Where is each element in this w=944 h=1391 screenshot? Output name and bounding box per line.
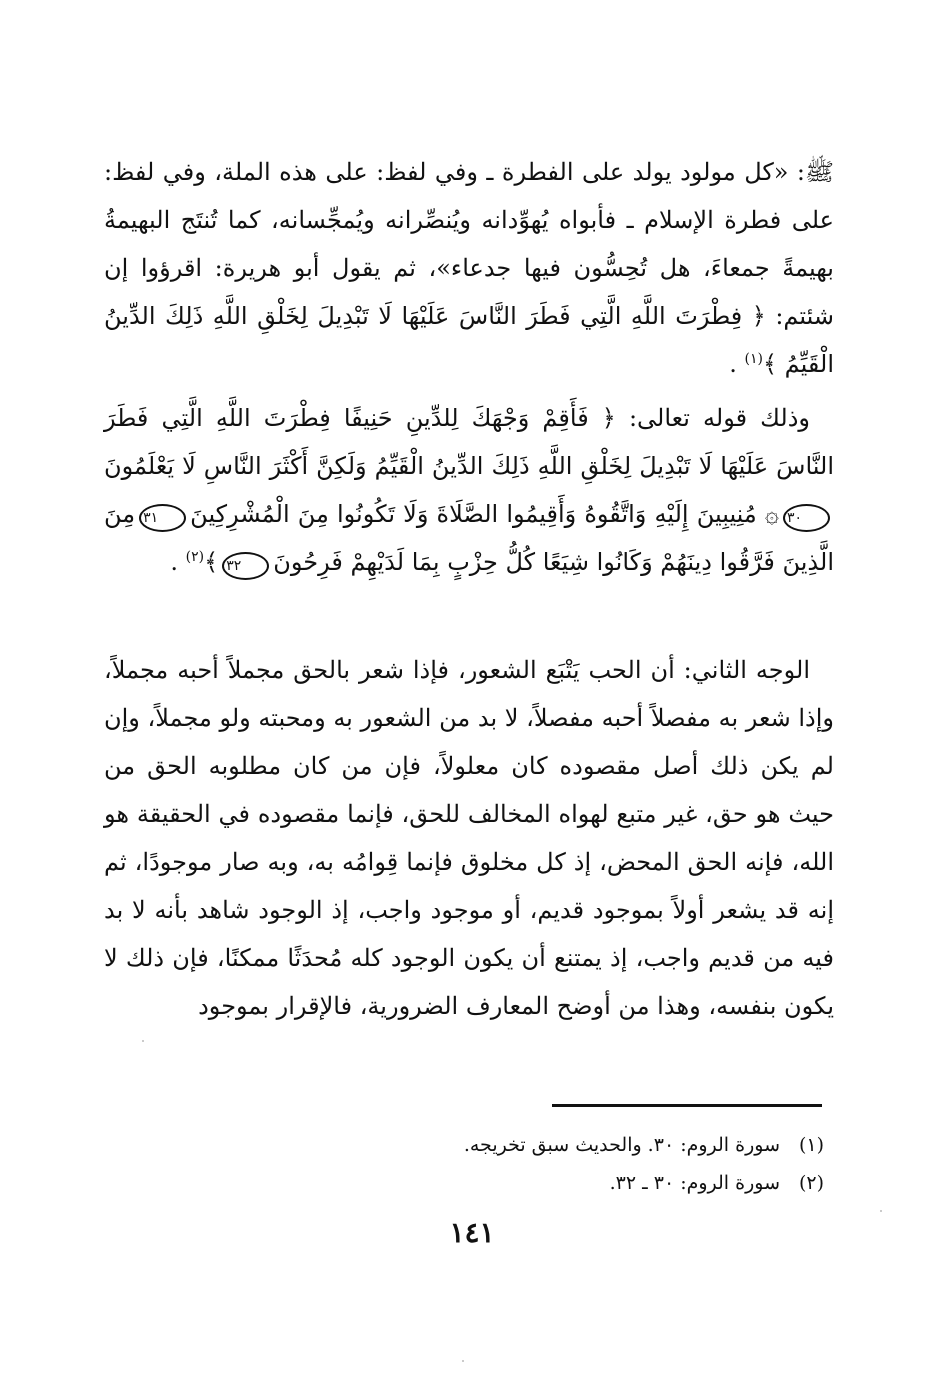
ayah-number-32: ٣٢ [222, 552, 269, 580]
scan-speck [462, 1360, 464, 1362]
verse-intro: وذلك قوله تعالى: [615, 404, 810, 432]
footnote-ref-2: (٢) [185, 549, 205, 565]
sentence-end: . [729, 350, 745, 378]
paragraph-second-aspect [104, 646, 834, 1030]
scan-speck [880, 1210, 882, 1212]
quran-verse-30: ﴿ فَأَقِمْ وَجْهَكَ لِلدِّينِ حَنِيفًا فِطْرَتَ اللَّهِ الَّتِي فَطَرَ النَّاسَ عَلَيْهَا لَا تَبْدِيلَ لِخَلْقِ اللَّهِ ذَلِكَ الدِّينُ الْقَيِّمُ وَلَكِنَّ أَكْثَرَ النَّاسِ لَا يَعْلَمُونَ [104, 404, 834, 480]
paragraph-verse [104, 394, 834, 586]
footnote-1 [104, 1126, 824, 1164]
footnote-number: (١) [798, 1134, 824, 1156]
footnote-ref-1: (١) [744, 351, 763, 367]
quran-verse-32: مِنَ الَّذِينَ فَرَّقُوا دِينَهُمْ وَكَانُوا شِيَعًا كُلُّ حِزْبٍ بِمَا لَدَيْهِمْ فَرِحُونَ [104, 500, 834, 576]
footnotes [104, 1126, 824, 1202]
hadith-text: ﷺ: «كل مولود يولد على الفطرة ـ وفي لفظ: على هذه الملة، وفي لفظ: على فطرة الإسلام ـ فأبواه يُهوِّدانه ويُنصِّرانه ويُمجِّسانه، كما تُنتَج البهيمةُ بهيمةً جمعاءَ، هل تُحِسُّون فيها جدعاء»، ثم يقول أبو هريرة: اقرؤوا إن شئتم: [104, 158, 835, 330]
ayah-number-30: ٣٠ [783, 504, 830, 532]
footnote-separator [552, 1104, 822, 1107]
second-aspect-text: الوجه الثاني: أن الحب يَتْبَع الشعور، فإذا شعر بالحق مجملاً أحبه مجملاً، وإذا شعر به مفصلاً أحبه مفصلاً، لا بد من الشعور به ومحبته ولو مجملاً، وإن لم يكن ذلك أصل مقصوده كان معلولاً، فإن من كان مطلوبه الحق من حيث هو حق، غير متبع لهواه المخالف للحق، فإنما مقصوده في الحقيقة هو الله، فإنه الحق المحض، إذ كل مخلوق فإنما قِوامُه به، وبه صار موجودًا، ثم إنه قد يشعر أولاً بموجود قديم، أو موجود واجب، إذ الوجود شاهد بأنه لا بد فيه من قديم واجب، إذ يمتنع أن يكون الوجود كله مُحدَثًا ممكنًا، فإن ذلك لا يكون بنفسه، وهذا من أوضح المعارف الضرورية، فالإقرار بموجود [104, 656, 834, 1020]
quran-close-bracket: ﴾ [204, 548, 219, 576]
footnote-number: (٢) [798, 1172, 824, 1194]
quran-verse: ﴿ فِطْرَتَ اللَّهِ الَّتِي فَطَرَ النَّاسَ عَلَيْهَا لَا تَبْدِيلَ لِخَلْقِ اللَّهِ ذَلِكَ الدِّينُ الْقَيِّمُ ﴾ [104, 302, 834, 378]
footnote-text: سورة الروم: ٣٠ ـ ٣٢. [609, 1172, 780, 1194]
footnote-2 [104, 1164, 824, 1202]
scan-speck [142, 1040, 144, 1042]
sentence-end: . [170, 548, 186, 576]
ayah-number-31: ٣١ [139, 504, 186, 532]
page-number: ١٤١ [449, 1216, 495, 1249]
quran-verse-31: ۞ مُنِيبِينَ إِلَيْهِ وَاتَّقُوهُ وَأَقِيمُوا الصَّلَاةَ وَلَا تَكُونُوا مِنَ الْمُشْرِكِينَ [190, 500, 779, 528]
paragraph-hadith [104, 148, 834, 388]
footnote-text: سورة الروم: ٣٠. والحديث سبق تخريجه. [463, 1134, 780, 1156]
